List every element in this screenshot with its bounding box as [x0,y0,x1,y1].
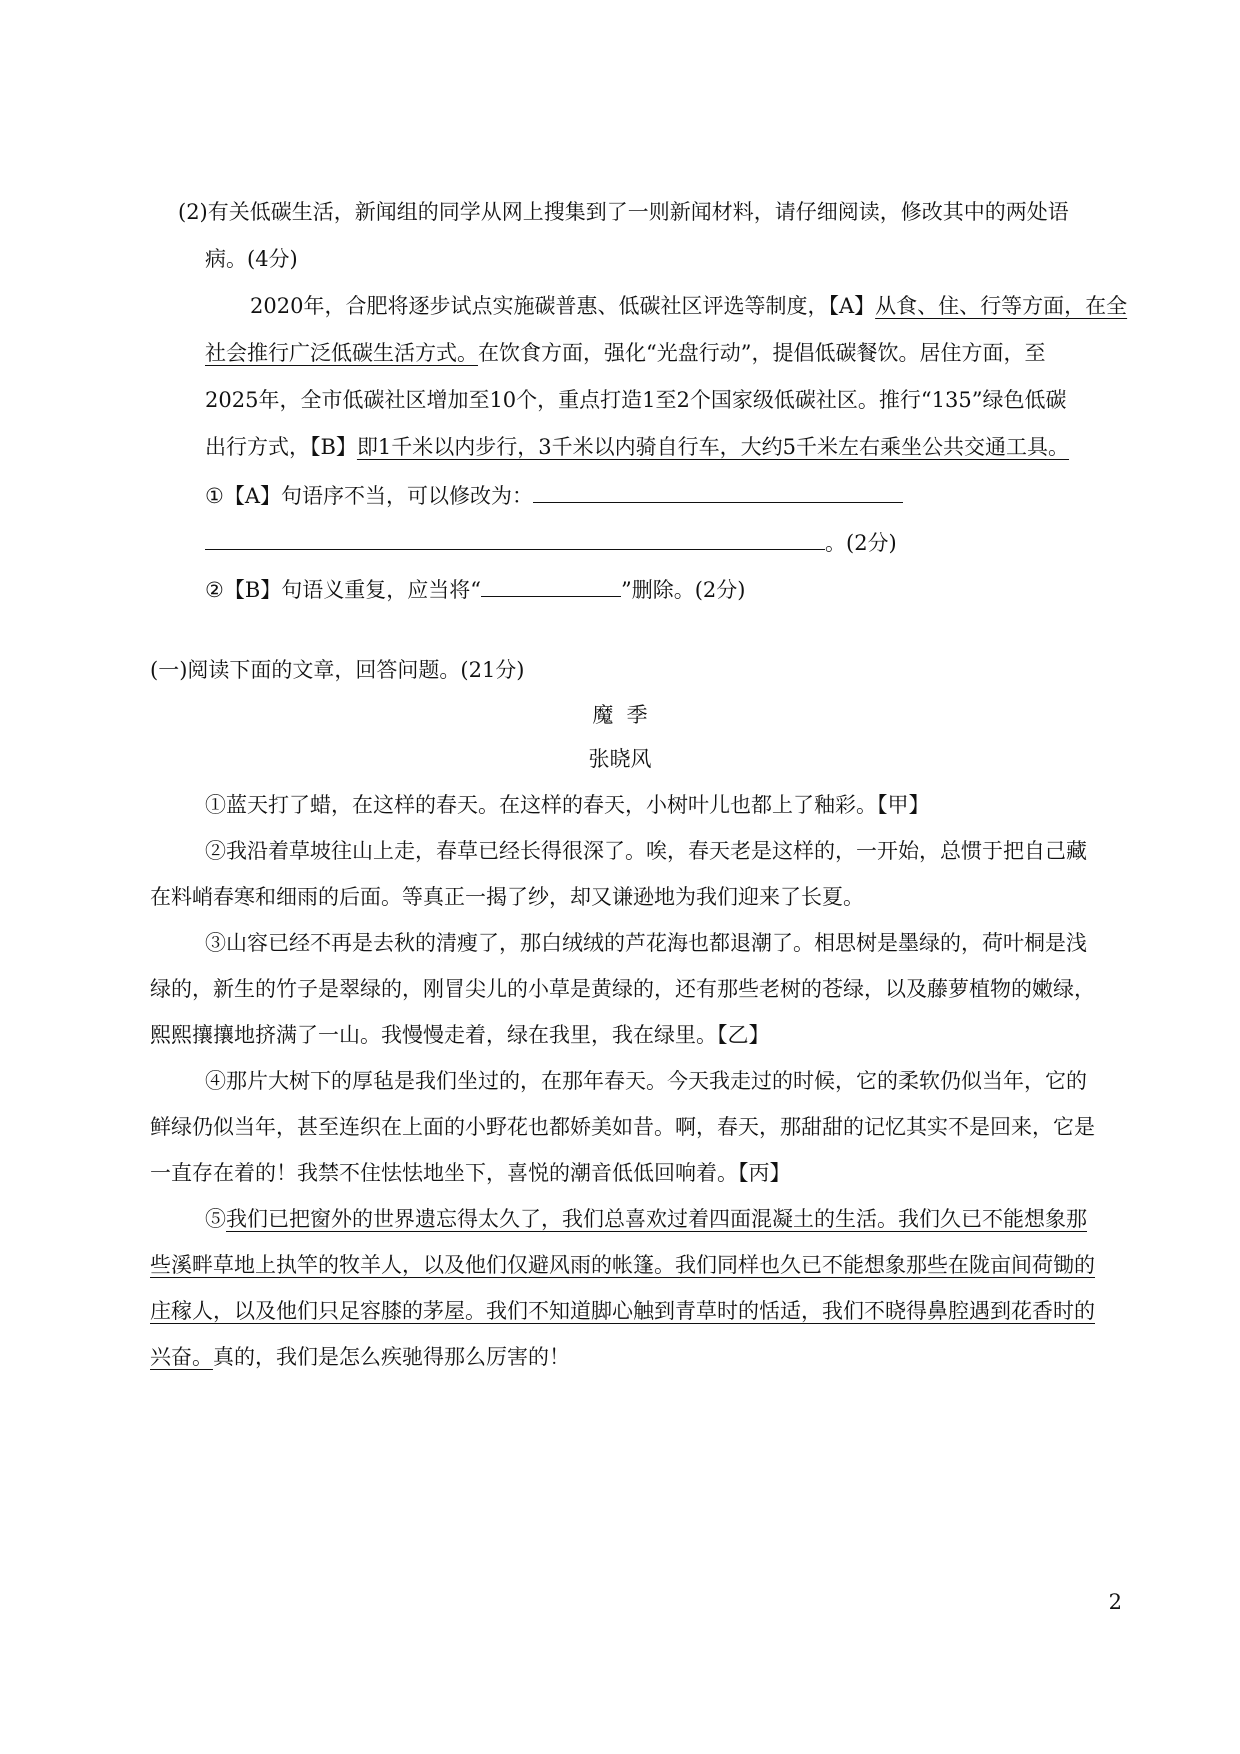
sub-question-2-label: ②【B】句语义重复，应当将“ [205,578,481,602]
article-author: 张晓风 [588,747,652,771]
paragraph-3-line2: 绿的，新生的竹子是翠绿的，刚冒尖儿的小草是黄绿的，还有那些老树的苍绿，以及藤萝植物的嫩绿， [150,977,1095,1001]
sentence-a-underlined-cont: 社会推行广泛低碳生活方式。 [205,341,478,365]
paragraph-5-underlined-4: 兴奋。 [150,1345,213,1369]
sentence-b-underlined: 即1千米以内步行，3千米以内骑自行车，大约5千米左右乘坐公共交通工具。 [356,435,1070,459]
sub-question-1 [205,480,903,511]
answer-blank-1a[interactable] [533,480,903,503]
paragraph-4-line2: 鲜绿仍似当年，甚至连织在上面的小野花也都娇美如昔。啊，春天，那甜甜的记忆其实不是回来，它是 [150,1115,1095,1139]
sub-question-1-score: 。(2分) [825,531,897,555]
news-line1 [250,291,1127,321]
paragraph-2-line1: ②我沿着草坡往山上走，春草已经长得很深了。唉，春天老是这样的，一开始，总惯于把自己藏 [205,839,1087,863]
paragraph-5-line1 [205,1204,1087,1234]
paragraph-3-line3: 熙熙攘攘地挤满了一山。我慢慢走着，绿在我里，我在绿里。【乙】 [150,1023,770,1047]
news-line3: 2025年，全市低碳社区增加至10个，重点打造1至2个国家级低碳社区。推行“135”绿色低碳 [205,388,1067,412]
reading-heading: (一)阅读下面的文章，回答问题。(21分) [150,658,525,682]
news-line4-text: 出行方式，【B】 [205,435,357,459]
paragraph-4-line3: 一直存在着的！我禁不住怯怯地坐下，喜悦的潮音低低回响着。【丙】 [150,1161,791,1185]
news-line4 [205,432,1069,462]
sub-question-1-label: ①【A】句语序不当，可以修改为： [205,484,533,508]
page-number: 2 [1108,1590,1122,1614]
paragraph-2-line2: 在料峭春寒和细雨的后面。等真正一揭了纱，却又谦逊地为我们迎来了长夏。 [150,885,864,909]
paragraph-1: ①蓝天打了蜡，在这样的春天。在这样的春天，小树叶儿也都上了釉彩。【甲】 [205,793,930,817]
paragraph-5-rest: 真的，我们是怎么疾驰得那么厉害的！ [213,1345,570,1369]
paragraph-5-underlined-3: 庄稼人，以及他们只足容膝的茅屋。我们不知道脚心触到青草时的恬适，我们不晓得鼻腔遇到花香时的 [150,1299,1095,1323]
paragraph-4-line1: ④那片大树下的厚毡是我们坐过的，在那年春天。今天我走过的时候，它的柔软仍似当年，它的 [205,1069,1087,1093]
sentence-a-underlined: 从食、住、行等方面，在全 [875,294,1128,318]
paragraph-5-underlined-1: 我们已把窗外的世界遗忘得太久了，我们总喜欢过着四面混凝土的生活。我们久已不能想象那 [226,1207,1087,1231]
sub-question-2-score: ”删除。(2分) [621,578,746,602]
paragraph-5-line4 [150,1342,570,1372]
answer-blank-1b[interactable] [205,527,825,550]
news-line2-text: 在饮食方面，强化“光盘行动”，提倡低碳餐饮。居住方面，至 [478,341,1046,365]
question-intro-line1: (2)有关低碳生活，新闻组的同学从网上搜集到了一则新闻材料，请仔细阅读，修改其中的两处语 [178,200,1069,224]
question-intro-line2: 病。(4分) [205,247,298,271]
paragraph-5-line2 [150,1250,1095,1280]
sub-question-1-line2 [205,527,897,558]
article-title: 魔 季 [592,703,648,727]
paragraph-5-line3 [150,1296,1095,1326]
news-line1-text: 2020年，合肥将逐步试点实施碳普惠、低碳社区评选等制度，【A】 [250,294,876,318]
paragraph-5-number: ⑤ [205,1207,226,1231]
answer-blank-2[interactable] [481,574,621,597]
news-line2 [205,338,1045,368]
paragraph-5-underlined-2: 些溪畔草地上执竿的牧羊人，以及他们仅避风雨的帐篷。我们同样也久已不能想象那些在陇亩间荷锄的 [150,1253,1095,1277]
sub-question-2 [205,574,745,605]
paragraph-3-line1: ③山容已经不再是去秋的清瘦了，那白绒绒的芦花海也都退潮了。相思树是墨绿的，荷叶桐是浅 [205,931,1087,955]
